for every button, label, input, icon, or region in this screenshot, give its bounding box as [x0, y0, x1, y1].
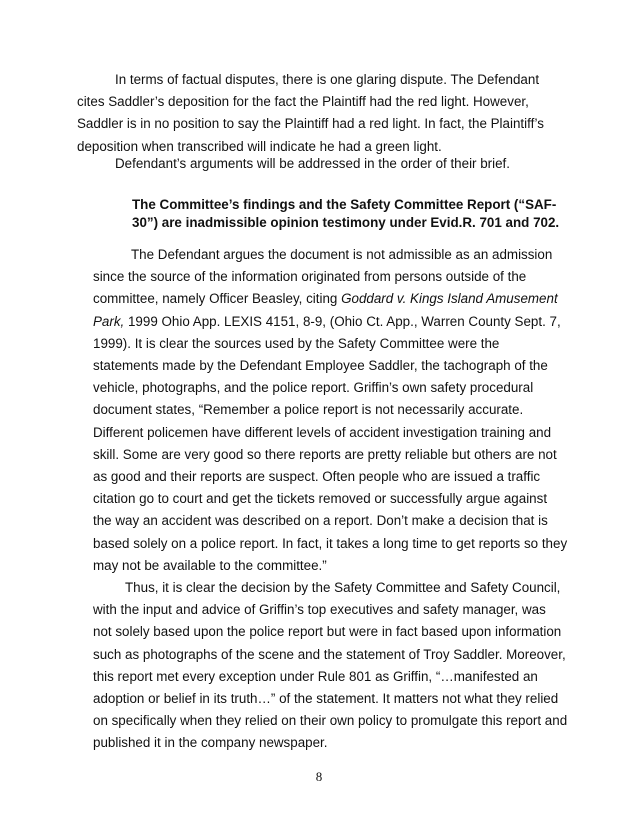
paragraph-factual-disputes: In terms of factual disputes, there is one glaring dispute. The Defendant cites Saddler’s deposition for the fact the Plaintiff had the red light. However, Saddler is in no position to say the Plaintiff had a red light. In fact, the Plaintiff’s deposition when transcribed will indicate he had a green light. — [77, 72, 544, 154]
page-number: 8 — [315, 769, 323, 784]
section-heading: The Committee’s findings and the Safety Committee Report (“SAF-30”) are inadmissible opinion testimony under Evid.R. 701 and 702. — [132, 197, 560, 230]
paragraph-defendant-argues-text: The Defendant argues the document is not admissible as an admission since the source of the information originated from persons outside of the committee, namely Officer Beasley, citing — [93, 247, 553, 307]
paragraph-arguments-order: Defendant’s arguments will be addressed in the order of their brief. — [115, 156, 510, 171]
paragraph-defendant-argues-text-cont: 1999 Ohio App. LEXIS 4151, 8-9, (Ohio Ct. App., Warren County Sept. 7, 1999). It is clear the sources used by the Safety Committee were the statements made by the Defendant Employee Saddler, the tachograph of the vehicle, photographs, and the police report. Griffin’s own safety procedural document states, “Remember a police report is not necessarily accurate. Different policemen have different levels of accident investigation training and skill. Some are very good so there reports are pretty reliable but others are not as good and their reports are suspect. Often people who are issued a traffic citation go to court and get the tickets removed or successfully argue against the way an accident was described on a report. Don’t make a decision that is based solely on a police report. In fact, it takes a long time to get reports so they may not be available to the committee.” — [93, 313, 568, 573]
paragraph-conclusion: Thus, it is clear the decision by the Safety Committee and Safety Council, with the input and advice of Griffin’s top executives and safety manager, was not solely based upon the police report but were in fact based upon information such as photographs of the scene and the statement of Troy Saddler. Moreover, this report met every exception under Rule 801 as Griffin, “…manifested an adoption or belief in its truth…” of the statement. It matters not what they relied on specifically when they relied on their own policy to promulgate this report and published it in the company newspaper. — [93, 580, 568, 751]
case-citation: Goddard v. Kings Island Amusement Park, — [93, 291, 558, 329]
paragraph-defendant-argues — [93, 244, 568, 577]
